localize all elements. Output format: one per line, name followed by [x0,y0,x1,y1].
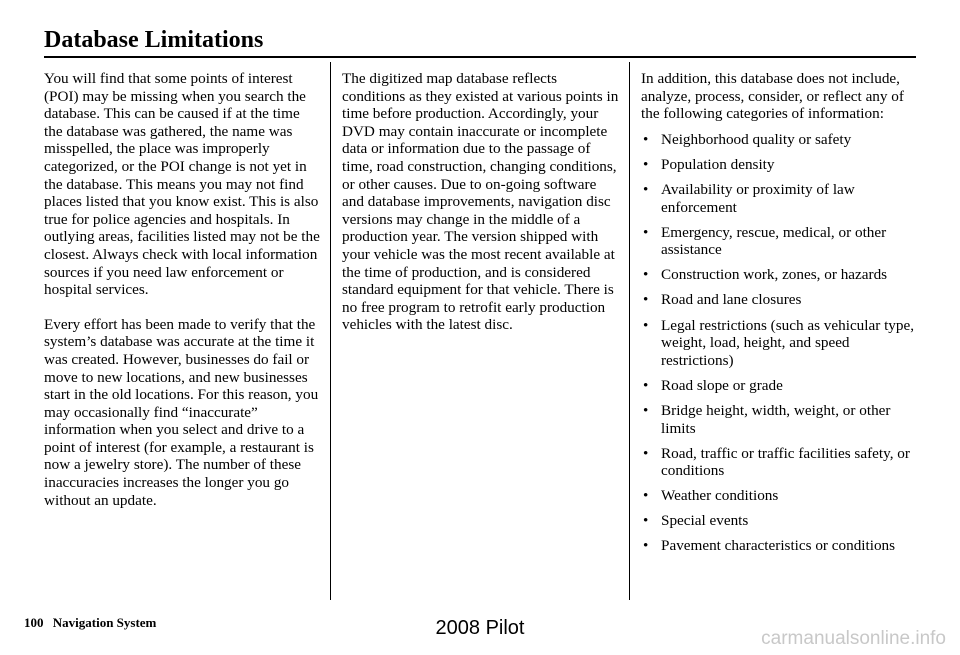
list-item: • Bridge height, width, weight, or other limits [641,402,919,437]
site-watermark: carmanualsonline.info [761,628,946,649]
list-item: • Road, traffic or traffic facilities safety, or conditions [641,445,919,480]
list-item: • Availability or proximity of law enforcement [641,181,919,216]
column-3 [641,70,919,563]
list-item: • Weather conditions [641,487,919,505]
list-item: • Special events [641,512,919,530]
column-divider [330,62,331,600]
model-watermark: 2008 Pilot [435,617,525,639]
column-1 [44,70,320,526]
list-item: • Road slope or grade [641,377,919,395]
column-divider [629,62,630,600]
column-2 [342,70,620,351]
paragraph: You will find that some points of interest (POI) may be missing when you search the database. This can be caused if at the time the database was gathered, the name was misspelled, the place was improperly categorized, or the POI change is not yet in the database. This means you may not find places listed that you know exist. This is also true for police agencies and hospitals. In outlying areas, facilities listed may not be the closest. Always check with local information sources if you need law enforcement or hospital services. [44,70,320,299]
list-item: • Legal restrictions (such as vehicular type, weight, load, height, and speed restrictions) [641,317,919,370]
page-number: 100 [24,615,44,630]
list-item: • Pavement characteristics or conditions [641,537,919,555]
title-rule [44,56,916,58]
list-item: • Population density [641,156,919,174]
list-item: • Emergency, rescue, medical, or other assistance [641,224,919,259]
list-item: • Neighborhood quality or safety [641,131,919,149]
section-name: Navigation System [52,615,157,630]
page-title: Database Limitations [44,27,264,53]
paragraph: Every effort has been made to verify that the system’s database was accurate at the time it was created. However, businesses do fail or move to new locations, and new businesses start in the old locations. For this reason, you may occasionally find “inaccurate” information when you select and drive to a point of interest (for example, a restaurant is now a jewelry store). The number of these inaccuracies increases the longer you go without an update. [44,315,319,509]
paragraph: In addition, this database does not include, analyze, process, consider, or reflect any of the following categories of information: [641,70,904,123]
paragraph: The digitized map database reflects conditions as they existed at various points in time before production. Accordingly, your DVD may contain inaccurate or incomplete data or information due to the passage of time, road construction, changing conditions, or other causes. Due to on-going software and database improvements, navigation disc versions may change in the middle of a production year. The version shipped with your vehicle was the most recent available at the time of production, and is considered standard equipment for that vehicle. There is no free program to retrofit early production vehicles with the latest disc. [342,70,619,334]
bullet-list [641,131,919,555]
list-item: • Road and lane closures [641,291,919,309]
list-item: • Construction work, zones, or hazards [641,266,919,284]
